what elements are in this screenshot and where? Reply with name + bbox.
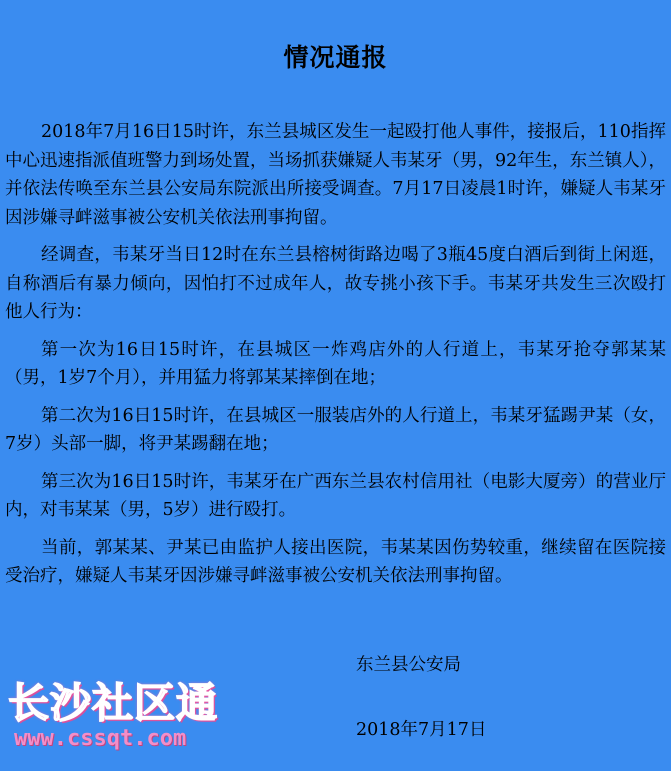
signature-organization: 东兰县公安局 <box>356 655 461 675</box>
paragraph-investigation: 经调查，韦某牙当日12时在东兰县榕树街路边喝了3瓶45度白酒后到街上闲逛，自称酒后有暴力倾向，因怕打不过成年人，故专挑小孩下手。韦某牙共发生三次殴打他人行为： <box>5 245 666 322</box>
paragraph-current-status: 当前，郭某某、尹某已由监护人接出医院，韦某某因伤势较重，继续留在医院接受治疗，嫌疑人韦某牙因涉嫌寻衅滋事被公安机关依法刑事拘留。 <box>5 537 666 586</box>
site-watermark <box>8 670 238 765</box>
notice-body <box>5 118 666 600</box>
watermark-site-name: 长沙社区通 <box>8 679 218 727</box>
notice-title: 情况通报 <box>283 43 388 72</box>
watermark-url: www.cssqt.com <box>14 726 187 751</box>
paragraph-incident: 2018年7月16日15时许，东兰县城区发生一起殴打他人事件，接报后，110指挥中心迅速指派值班警力到场处置，当场抓获嫌疑人韦某牙（男，92年生，东兰镇人），并依法传唤至东兰县公安局东院派出所接受调查。7月17日凌晨1时许，嫌疑人韦某牙因涉嫌寻衅滋事被公安机关依法刑事拘留。 <box>5 122 667 228</box>
paragraph-third-assault: 第三次为16日15时许，韦某牙在广西东兰县农村信用社（电影大厦旁）的营业厅内，对韦某某（男，5岁）进行殴打。 <box>5 471 666 520</box>
paragraph-second-assault: 第二次为16日15时许，在县城区一服装店外的人行道上，韦某牙猛踢尹某（女，7岁）头部一脚，将尹某踢翻在地； <box>5 405 666 454</box>
paragraph-first-assault: 第一次为16日15时许，在县城区一炸鸡店外的人行道上，韦某牙抢夺郭某某（男，1岁7个月），并用猛力将郭某某摔倒在地； <box>5 339 666 388</box>
signature-date: 2018年7月17日 <box>356 720 487 740</box>
